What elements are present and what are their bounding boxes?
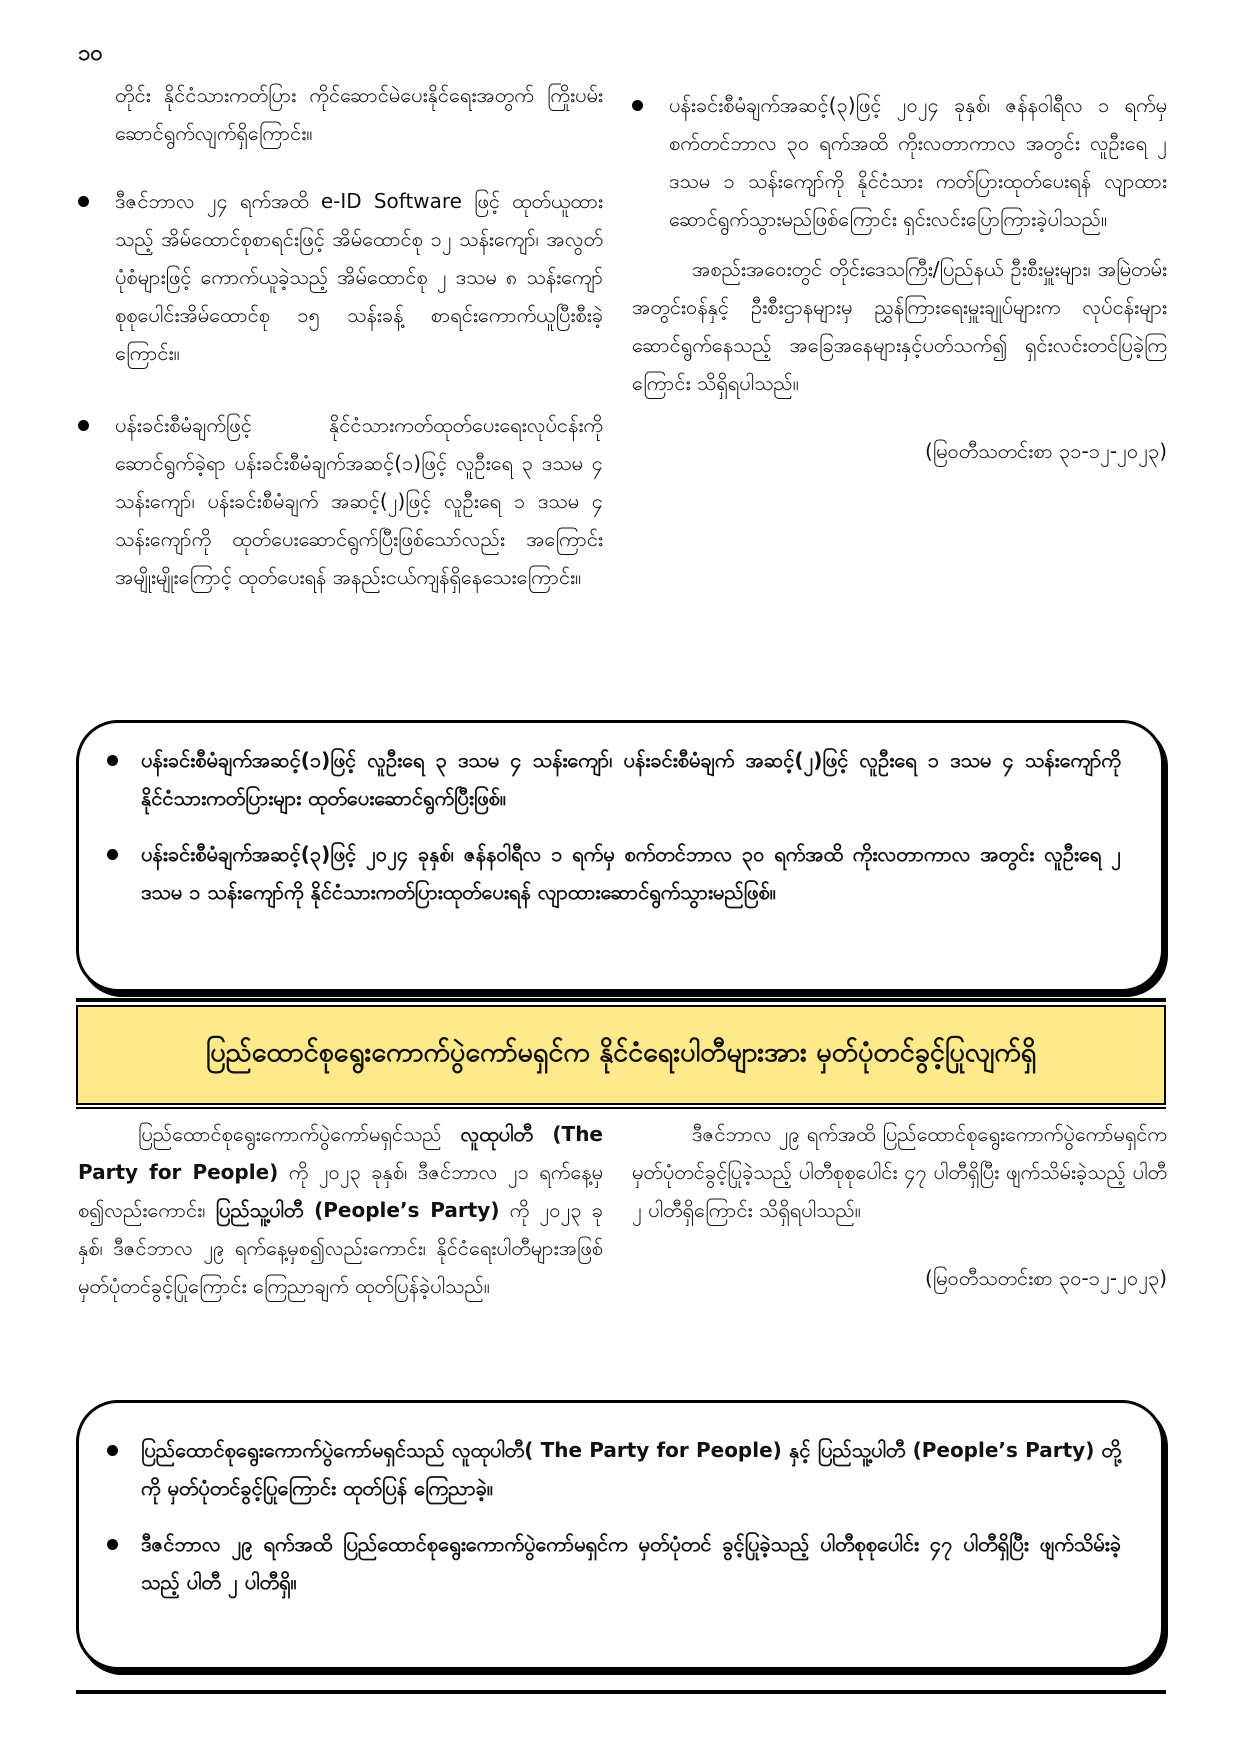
divider [76, 1107, 1166, 1109]
section1-left-column [78, 76, 603, 596]
section-heading-text: ပြည်ထောင်စုရွေးကောက်ပွဲကော်မရှင်က နိုင်ငံရေးပါတီများအား မှတ်ပုံတင်ခွင့်ပြုလျက်ရှိ [205, 1037, 1037, 1068]
list-item [103, 1431, 1121, 1507]
section1-source: (မြဝတီသတင်းစာ ၃၁-၁၂-၂၀၂၃) [924, 439, 1167, 463]
party-name-1: လူထုပါတီ (The Party for People) [78, 1122, 603, 1184]
section2-right-paragraph: ဒီဇင်ဘာလ ၂၉ ရက်အထိ ပြည်ထောင်စုရွေးကောက်ပွဲကော်မရှင်က မှတ်ပုံတင်ခွင့်ပြုခဲ့သည့် ပါတီစုစုပေါင်း ၄၇ ပါတီရှိပြီး ဖျက်သိမ်းခဲ့သည့် ပါတီ ၂ ပါတီရှိကြောင်း သိရှိရပါသည်။ [632, 1122, 1167, 1222]
section1-left-bullets [78, 182, 603, 596]
text-run: ကို ၂၀၂၃ ခုနှစ်၊ ဒီဇင်ဘာလ ၂၉ ရက်နေ့မှစ၍လည်းကောင်း၊ နိုင်ငံရေးပါတီများအဖြစ် မှတ်ပုံတင်ခွင့်ပြုကြောင်း ကြေညာချက် ထုတ်ပြန်ခဲ့ပါသည်။ [78, 1198, 604, 1298]
bullet-icon [78, 420, 89, 431]
section1-left-intro: တိုင်း နိုင်ငံသားကတ်ပြား ကိုင်ဆောင်မဲပေးနိုင်ရေးအတွက် ကြိုးပမ်းဆောင်ရွက်လျက်ရှိကြောင်း။ [115, 83, 603, 145]
section1-right-bullets [632, 86, 1167, 238]
summary-box-2 [76, 1400, 1164, 1670]
section1-right-column [632, 86, 1167, 470]
list-item-text: ဒီဇင်ဘာလ ၂၄ ရက်အထိ e-ID Software ဖြင့် ထုတ်ယူထားသည့် အိမ်ထောင်စုစာရင်းဖြင့် အိမ်ထောင်စု ၁၂ သန်းကျော်၊ အလွတ်ပုံစံများဖြင့် ကောက်ယူခဲ့သည့် အိမ်ထောင်စု ၂ ဒသမ ၈ သန်းကျော် စုစုပေါင်းအိမ်ထောင်စု ၁၅ သန်းခန့် စာရင်းကောက်ယူပြီးစီးခဲ့ကြောင်း။ [115, 189, 603, 365]
list-item-text: ပန်းခင်းစီမံချက်အဆင့်(၁)ဖြင့် လူဦးရေ ၃ ဒသမ ၄ သန်းကျော်၊ ပန်းခင်းစီမံချက် အဆင့်(၂)ဖြင့် လူဦးရေ ၁ ဒသမ ၄ သန်းကျော်ကို နိုင်ငံသားကတ်ပြားများ ထုတ်ပေးဆောင်ရွက်ပြီးဖြစ်။ [141, 748, 1121, 810]
list-item [632, 86, 1167, 238]
section1-right-paragraph: အစည်းအဝေးတွင် တိုင်းဒေသကြီး/ပြည်နယ် ဦးစီးမှူးများ၊ အမြဲတမ်းအတွင်းဝန်နှင့် ဦးစီးဌာနများမှ ညွှန်ကြားရေးမှူးချုပ်များက လုပ်ငန်းများဆောင်ရွက်နေသည့် အခြေအနေများနှင့်ပတ်သက်၍ ရှင်းလင်းတင်ပြခဲ့ကြကြောင်း သိရှိရပါသည်။ [632, 257, 1167, 395]
list-item [78, 406, 603, 596]
summary-box-1-list [103, 741, 1121, 911]
list-item [103, 1525, 1121, 1601]
party-name-2: ပြည်သူ့ပါတီ (People’s Party) [215, 1198, 500, 1222]
divider [76, 998, 1166, 1002]
bullet-icon [632, 100, 643, 111]
text-run: ကို ၂၀၂၃ ခုနှစ်၊ ဒီဇင်ဘာလ ၂၁ ရက်နေ့မှစ၍လည်းကောင်း၊ [78, 1160, 604, 1222]
section2-left-column [78, 1115, 603, 1305]
section2-source: (မြဝတီသတင်းစာ ၃၀-၁၂-၂၀၂၃) [924, 1266, 1167, 1290]
list-item [103, 835, 1121, 911]
summary-box-1 [76, 720, 1164, 992]
list-item-text: ပန်းခင်းစီမံချက်အဆင့်(၃)ဖြင့် ၂၀၂၄ ခုနှစ်၊ ဇန်နဝါရီလ ၁ ရက်မှ စက်တင်ဘာလ ၃၀ ရက်အထိ ကိုးလတာကာလ အတွင်း လူဦးရေ ၂ ဒသမ ၁ သန်းကျော်ကို နိုင်ငံသားကတ်ပြားထုတ်ပေးရန် လျာထားဆောင်ရွက်သွားမည်ဖြစ်။ [141, 842, 1121, 904]
list-item [78, 182, 603, 372]
list-item-text: ပြည်ထောင်စုရွေးကောက်ပွဲကော်မရှင်သည် လူထုပါတီ( The Party for People) နှင့် ပြည်သူ့ပါတီ (People’s Party) တို့ကို မှတ်ပုံတင်ခွင့်ပြုကြောင်း ထုတ်ပြန် ကြေညာခဲ့။ [141, 1438, 1121, 1500]
bullet-icon [107, 755, 118, 766]
section2-right-column [632, 1115, 1167, 1297]
list-item-text: ဒီဇင်ဘာလ ၂၉ ရက်အထိ ပြည်ထောင်စုရွေးကောက်ပွဲကော်မရှင်က မှတ်ပုံတင် ခွင့်ပြုခဲ့သည့် ပါတီစုစုပေါင်း ၄၇ ပါတီရှိပြီး ဖျက်သိမ်းခဲ့သည့် ပါတီ ၂ ပါတီရှိ။ [141, 1532, 1121, 1594]
list-item-text: ပန်းခင်းစီမံချက်အဆင့်(၃)ဖြင့် ၂၀၂၄ ခုနှစ်၊ ဇန်နဝါရီလ ၁ ရက်မှ စက်တင်ဘာလ ၃၀ ရက်အထိ ကိုးလတာကာလ အတွင်း လူဦးရေ ၂ ဒသမ ၁ သန်းကျော်ကို နိုင်ငံသား ကတ်ပြားထုတ်ပေးရန် လျာထားဆောင်ရွက်သွားမည်ဖြစ်ကြောင်း ရှင်းလင်းပြောကြားခဲ့ပါသည်။ [669, 93, 1167, 231]
section2-left-paragraph [78, 1115, 603, 1305]
text-run: ပြည်ထောင်စုရွေးကောက်ပွဲကော်မရှင်သည် [138, 1122, 442, 1146]
list-item-text: ပန်းခင်းစီမံချက်ဖြင့် နိုင်ငံသားကတ်ထုတ်ပေးရေးလုပ်ငန်းကို ဆောင်ရွက်ခဲ့ရာ ပန်းခင်းစီမံချက်အဆင့်(၁)ဖြင့် လူဦးရေ ၃ ဒသမ ၄ သန်းကျော်၊ ပန်းခင်းစီမံချက် အဆင့်(၂)ဖြင့် လူဦးရေ ၁ ဒသမ ၄ သန်းကျော်ကို ထုတ်ပေးဆောင်ရွက်ပြီးဖြစ်သော်လည်း အကြောင်းအမျိုးမျိုးကြောင့် ထုတ်ပေးရန် အနည်းငယ်ကျန်ရှိနေသေးကြောင်း။ [115, 413, 603, 589]
bullet-icon [107, 849, 118, 860]
summary-box-2-list [103, 1431, 1121, 1601]
section-heading [76, 1005, 1166, 1105]
page-number: ၁၀ [78, 41, 103, 66]
bullet-icon [107, 1445, 118, 1456]
list-item [103, 741, 1121, 817]
divider [76, 1690, 1166, 1694]
bullet-icon [78, 196, 89, 207]
bullet-icon [107, 1539, 118, 1550]
